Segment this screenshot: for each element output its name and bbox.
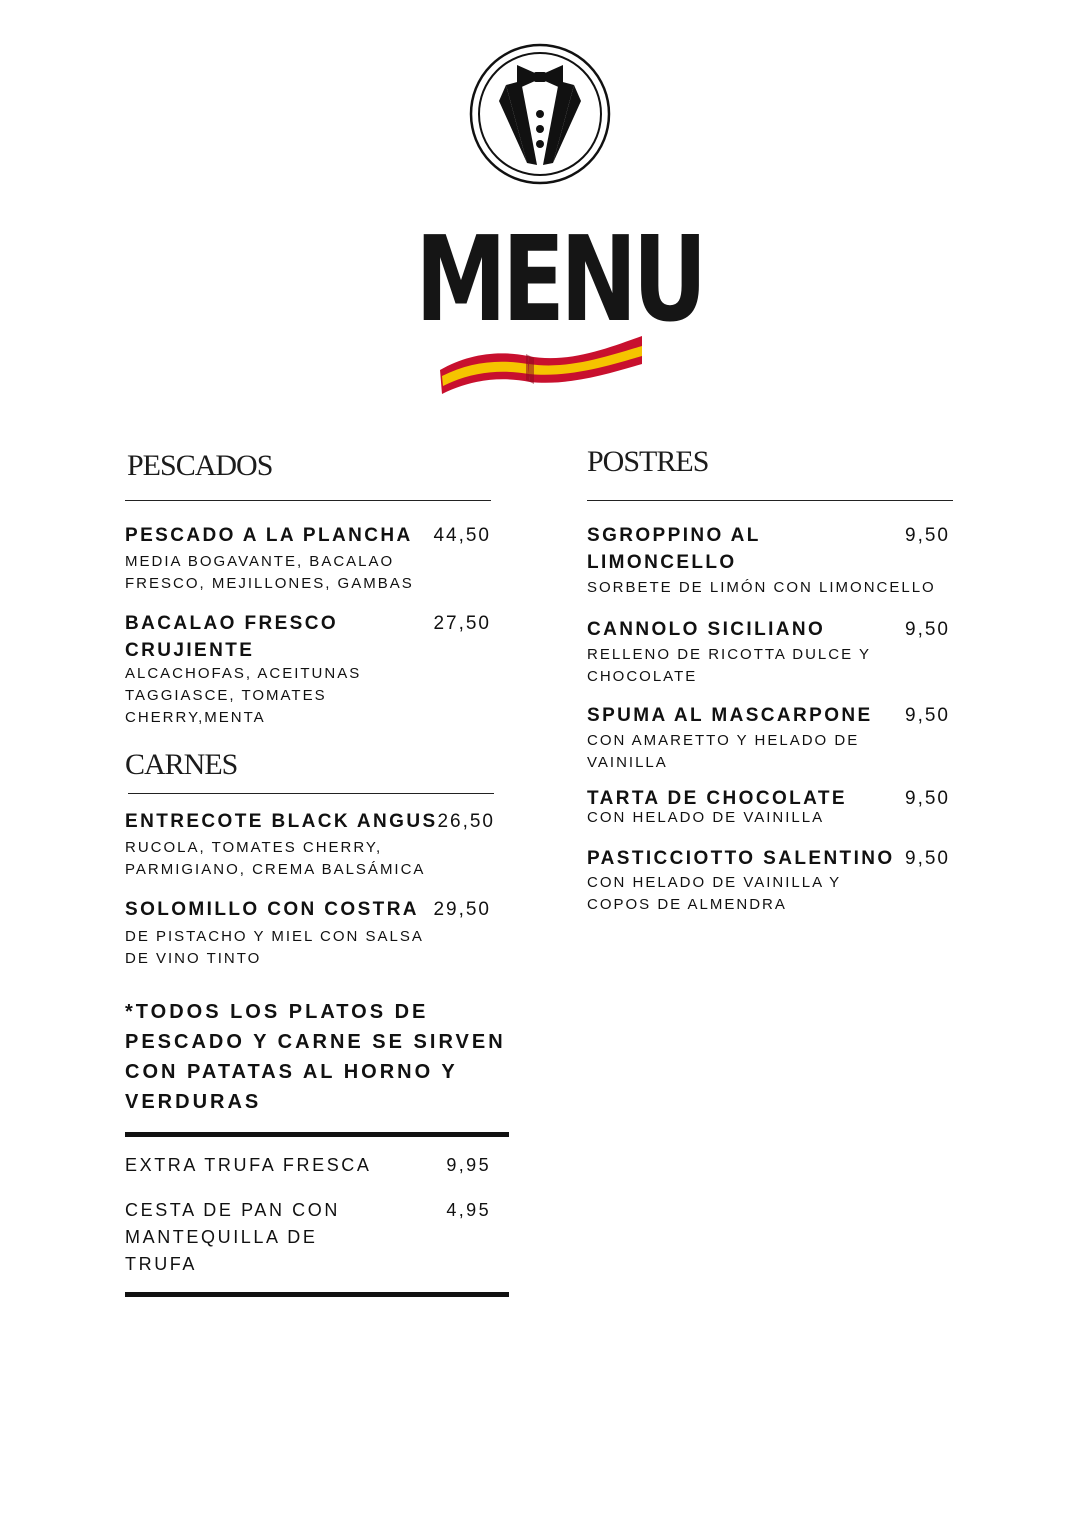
section-title-carnes: CARNES bbox=[125, 748, 238, 781]
menu-item-price: 44,50 bbox=[433, 525, 491, 546]
menu-item-desc: RUCOLA, TOMATES CHERRY, PARMIGIANO, CREMA BALSÁMICA bbox=[125, 839, 426, 878]
section-title-pescados: PESCADOS bbox=[127, 449, 273, 482]
menu-item-desc: ALCACHOFAS, ACEITUNAS TAGGIASCE, TOMATES CHERRY,MENTA bbox=[125, 665, 362, 726]
menu-item-name: SGROPPINO AL LIMONCELLO bbox=[587, 525, 761, 573]
menu-item-price: 9,50 bbox=[905, 525, 950, 546]
extra-item-price: 4,95 bbox=[446, 1200, 491, 1220]
menu-item-price: 9,50 bbox=[905, 705, 950, 726]
menu-item-name: CANNOLO SICILIANO bbox=[587, 619, 826, 640]
menu-item-name: ENTRECOTE BLACK ANGUS bbox=[125, 811, 438, 832]
menu-item-name: TARTA DE CHOCOLATE bbox=[587, 788, 847, 809]
sides-note: *TODOS LOS PLATOS DE PESCADO Y CARNE SE SIRVEN CON PATATAS AL HORNO Y VERDURAS bbox=[125, 1001, 506, 1113]
menu-item-name: BACALAO FRESCO CRUJIENTE bbox=[125, 613, 339, 661]
menu-item-desc: MEDIA BOGAVANTE, BACALAO FRESCO, MEJILLONES, GAMBAS bbox=[125, 553, 414, 592]
menu-item-desc: DE PISTACHO Y MIEL CON SALSA DE VINO TINTO bbox=[125, 928, 424, 967]
menu-item-price: 9,50 bbox=[905, 848, 950, 869]
menu-item-name: SPUMA AL MASCARPONE bbox=[587, 705, 873, 726]
extra-item-price: 9,95 bbox=[446, 1155, 491, 1175]
section-divider bbox=[125, 500, 491, 501]
menu-title: MENU bbox=[415, 210, 703, 348]
tuxedo-logo-icon bbox=[469, 43, 611, 185]
section-title-postres: POSTRES bbox=[587, 445, 709, 478]
spanish-flag-ribbon-icon bbox=[438, 334, 644, 396]
extras-top-bar bbox=[125, 1132, 509, 1137]
menu-item-name: SOLOMILLO CON COSTRA bbox=[125, 899, 419, 920]
menu-item-name: PESCADO A LA PLANCHA bbox=[125, 525, 413, 546]
menu-item-desc: CON AMARETTO Y HELADO DE VAINILLA bbox=[587, 732, 860, 771]
menu-item-desc: CON HELADO DE VAINILLA bbox=[587, 809, 825, 826]
extra-item-name: EXTRA TRUFA FRESCA bbox=[125, 1155, 372, 1175]
menu-item-price: 29,50 bbox=[433, 899, 491, 920]
extra-item-name: CESTA DE PAN CON MANTEQUILLA DE TRUFA bbox=[125, 1200, 340, 1274]
menu-item-desc: SORBETE DE LIMÓN CON LIMONCELLO bbox=[587, 579, 936, 596]
menu-item-name: PASTICCIOTTO SALENTINO bbox=[587, 848, 895, 869]
menu-item-desc: CON HELADO DE VAINILLA Y COPOS DE ALMENDRA bbox=[587, 874, 841, 913]
menu-item-price: 26,50 bbox=[437, 811, 495, 832]
menu-item-price: 9,50 bbox=[905, 788, 950, 809]
extras-bottom-bar bbox=[125, 1292, 509, 1297]
menu-item-price: 27,50 bbox=[433, 613, 491, 634]
menu-item-price: 9,50 bbox=[905, 619, 950, 640]
section-divider bbox=[587, 500, 953, 501]
section-divider bbox=[128, 793, 494, 794]
menu-item-desc: RELLENO DE RICOTTA DULCE Y CHOCOLATE bbox=[587, 646, 871, 685]
